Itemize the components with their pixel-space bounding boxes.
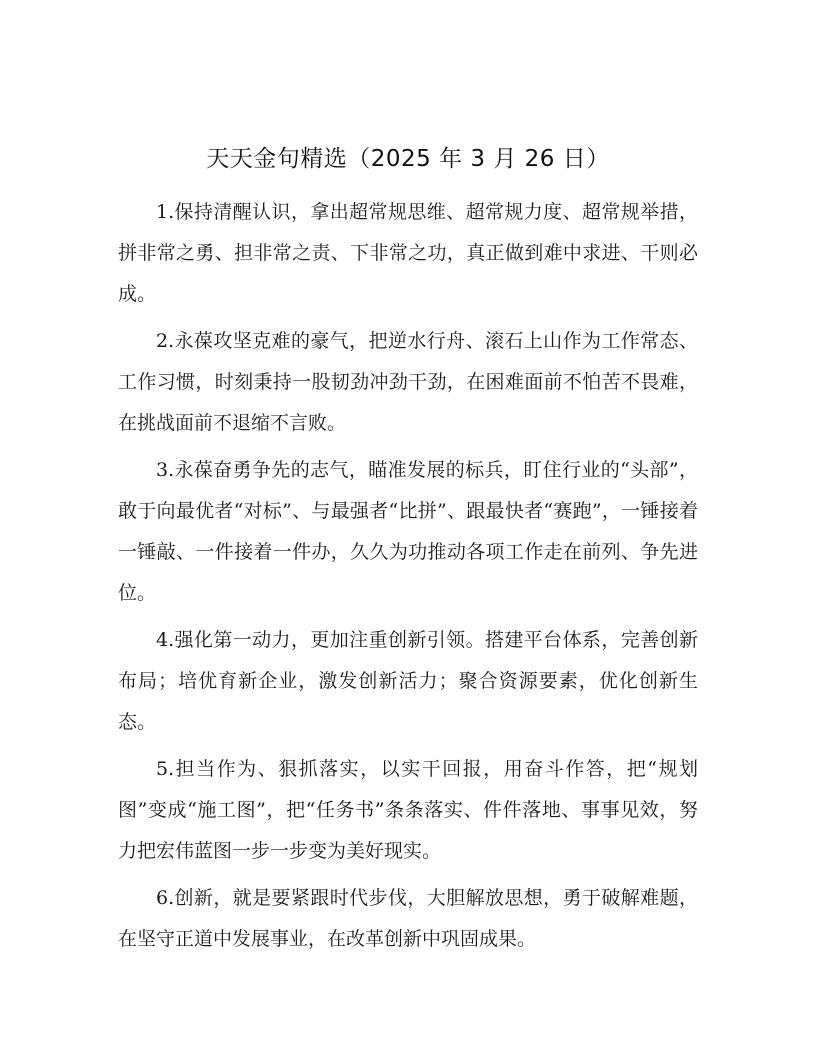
document-body <box>118 192 698 966</box>
paragraph-3: 3.永葆奋勇争先的志气，瞄准发展的标兵，盯住行业的“头部”，敢于向最优者“对标”、与最强者“比拼”、跟最快者“赛跑”，一锤接着一锤敲、一件接着一件办，久久为功推动各项工作走在前列、争先进位。 <box>118 459 698 604</box>
paragraph-4: 4.强化第一动力，更加注重创新引领。搭建平台体系，完善创新布局；培优育新企业，激发创新活力；聚合资源要素，优化创新生态。 <box>118 629 698 733</box>
paragraph-6: 6.创新，就是要紧跟时代步伐，大胆解放思想，勇于破解难题，在坚守正道中发展事业，在改革创新中巩固成果。 <box>118 887 698 950</box>
paragraph-2: 2.永葆攻坚克难的豪气，把逆水行舟、滚石上山作为工作常态、工作习惯，时刻秉持一股韧劲冲劲干劲，在困难面前不怕苦不畏难，在挑战面前不退缩不言败。 <box>118 330 698 434</box>
paragraph-1: 1.保持清醒认识，拿出超常规思维、超常规力度、超常规举措，拼非常之勇、担非常之责、下非常之功，真正做到难中求进、干则必成。 <box>118 201 698 305</box>
paragraph-5: 5.担当作为、狠抓落实，以实干回报，用奋斗作答，把“规划图”变成“施工图”，把“任务书”条条落实、件件落地、事事见效，努力把宏伟蓝图一步一步变为美好现实。 <box>118 758 698 862</box>
document-title: 天天金句精选（2025 年 3 月 26 日） <box>206 146 610 172</box>
